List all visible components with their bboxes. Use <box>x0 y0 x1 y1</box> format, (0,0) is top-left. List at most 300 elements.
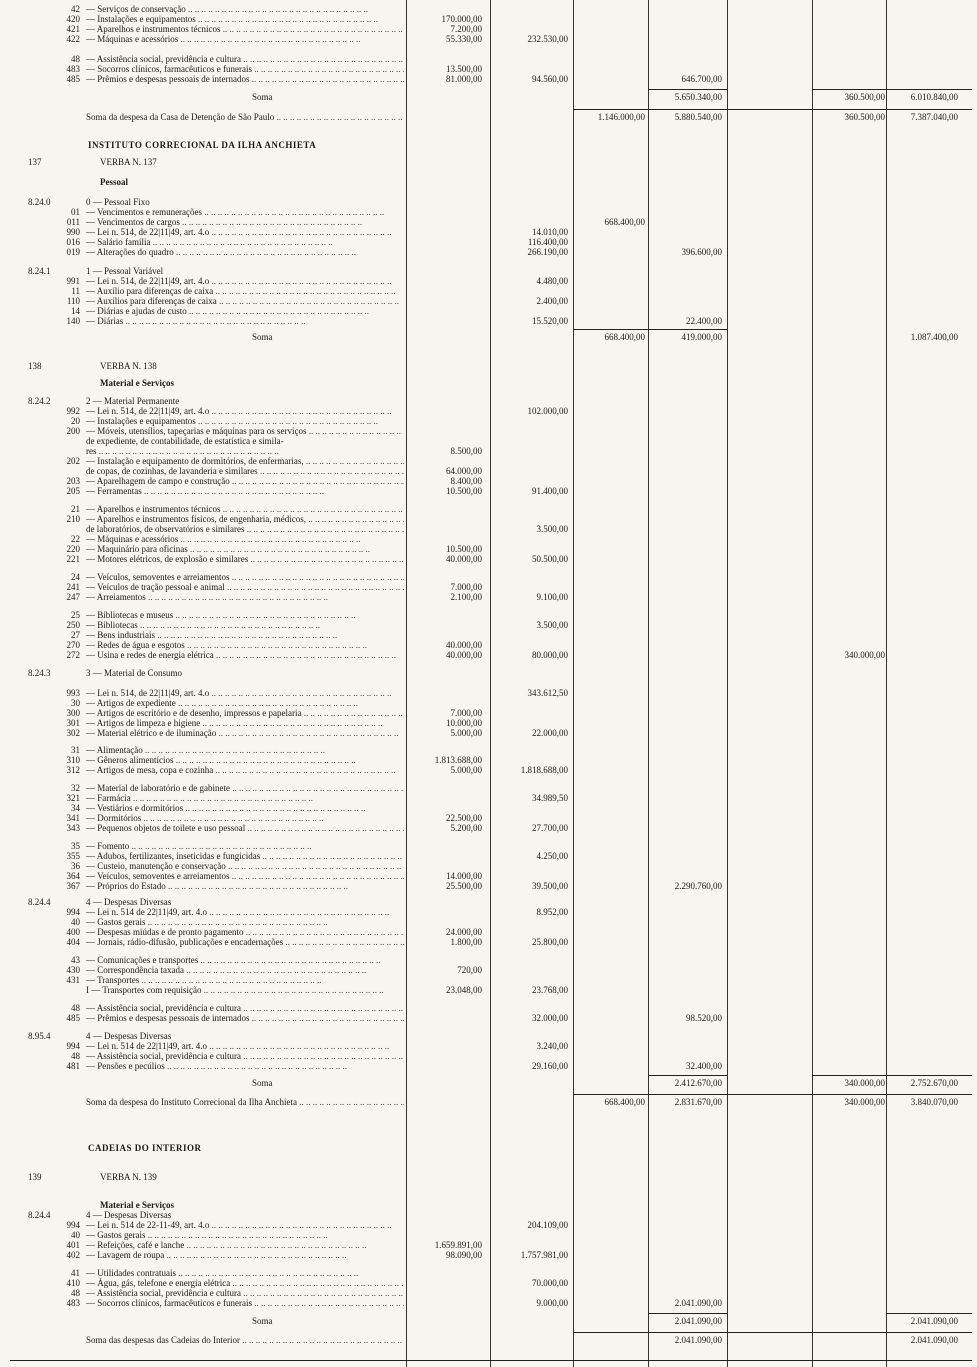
item-code: 40 <box>71 917 80 927</box>
heading: VERBA N. 137 <box>100 157 157 167</box>
item-code: 247 <box>66 592 80 602</box>
item-code: 210 <box>66 514 80 524</box>
item-code: 14 <box>71 306 80 316</box>
ledger-row <box>0 361 977 372</box>
amount-col-2: 3.240,00 <box>536 1041 568 1051</box>
item-description: — Usina e redes de energia elétrica .. .. <box>86 650 404 661</box>
item-description: — Lei n. 514, de 22|11|49, art. 4.o .. .. <box>86 688 404 699</box>
item-description: — Auxílio para diferenças de caixa .. .. <box>86 286 404 297</box>
item-code: 200 <box>66 426 80 436</box>
item-code: 990 <box>66 227 80 237</box>
item-code: 991 <box>66 276 80 286</box>
item-description: — Aparelhos e instrumentos físicos, de engenharia, médicos, .. .. <box>86 514 404 525</box>
ledger-row <box>0 1097 977 1108</box>
item-description: — Artigos de limpeza e higiene .. .. <box>86 718 404 729</box>
rule <box>573 1332 972 1333</box>
amount-col-4: 2.041.090,00 <box>674 1298 722 1308</box>
item-code: 202 <box>66 456 80 466</box>
amount-col-2: 14.010,00 <box>532 227 568 237</box>
amount-col-2: 4.480,00 <box>536 276 568 286</box>
soma-label: Soma <box>252 332 273 342</box>
item-description: — Veículos, semoventes e arreiamentos .. .. <box>86 871 404 882</box>
amount-col-4: 2.041.090,00 <box>674 1316 722 1326</box>
item-code: 321 <box>66 793 80 803</box>
item-code: 992 <box>66 406 80 416</box>
amount-col-2: 22.000,00 <box>532 728 568 738</box>
amount-col-2: 4.250,00 <box>536 851 568 861</box>
amount-col-5: 340.000,00 <box>844 1078 885 1088</box>
amount-col-2: 50.500,00 <box>532 554 568 564</box>
amount-col-1: 7.200,00 <box>450 24 482 34</box>
amount-col-1: 5.000,00 <box>450 765 482 775</box>
amount-col-4: 2.290.760,00 <box>674 881 722 891</box>
amount-col-2: 102.000,00 <box>527 406 568 416</box>
amount-col-4: 2.041.090,00 <box>674 1335 722 1345</box>
amount-col-1: 720,00 <box>457 965 482 975</box>
item-description: — Lei n. 514 de 22|11|49, art. 4.o .. .. <box>86 907 404 918</box>
ledger-row <box>0 140 977 151</box>
item-description: — Veículos, semoventes e arreiamentos .. .. <box>86 572 404 583</box>
item-description: — Artigos de mesa, copa e cozinha .. .. <box>86 765 404 776</box>
amount-col-1: 40.000,00 <box>446 554 482 564</box>
item-code: 40 <box>71 1230 80 1240</box>
item-code: 43 <box>71 955 80 965</box>
amount-col-1: 40.000,00 <box>446 640 482 650</box>
item-code: 36 <box>71 861 80 871</box>
item-description: — Ferramentas .. .. <box>86 486 404 497</box>
amount-col-2: 232.530,00 <box>527 34 568 44</box>
amount-col-6: 6.010.840,00 <box>910 92 958 102</box>
amount-col-1: 40.000,00 <box>446 650 482 660</box>
item-code: 21 <box>71 504 80 514</box>
ledger-row <box>0 34 977 45</box>
item-description: — Custeio, manutenção e conservação .. .. <box>86 861 404 872</box>
section-code: 8.24.0 <box>28 197 51 207</box>
item-description: — Instalação e equipamento de dormitórios, de enfermarias, .. .. <box>86 456 404 467</box>
item-code: 42 <box>71 4 80 14</box>
item-code: 110 <box>66 296 80 306</box>
item-description: — Socorros clínicos, farmacêuticos e funerais .. .. <box>86 64 404 75</box>
item-description: I — Transportes com requisição .. .. <box>86 985 404 996</box>
amount-col-1: 10.000,00 <box>446 718 482 728</box>
rule <box>573 1094 972 1095</box>
section-title: INSTITUTO CORRECIONAL DA ILHA ANCHIETA <box>88 140 317 150</box>
item-description: — Lei n. 514 de 22-11-49, art. 4.o .. .. <box>86 1220 404 1231</box>
item-code: 24 <box>71 572 80 582</box>
item-description: — Assistência social, previdência e cultura .. .. <box>86 1003 404 1014</box>
ledger-row <box>0 92 977 103</box>
item-code: 343 <box>66 823 80 833</box>
ledger-row <box>0 823 977 834</box>
item-description: — Pequenos objetos de toilete e uso pessoal .. .. <box>86 823 404 834</box>
amount-col-2: 25.800,00 <box>532 937 568 947</box>
amount-col-4: 32.400,00 <box>686 1061 722 1071</box>
item-code: 11 <box>71 286 80 296</box>
item-description: — Assistência social, previdência e cultura .. .. <box>86 54 404 65</box>
item-description: — Próprios do Estado .. .. <box>86 881 404 892</box>
section-code: 8.24.2 <box>28 396 51 406</box>
amount-col-4: 5.880.540,00 <box>674 112 722 122</box>
amount-col-1: 24.000,00 <box>446 927 482 937</box>
amount-col-4: 5.650.340,00 <box>674 92 722 102</box>
amount-col-4: 22.400,00 <box>686 316 722 326</box>
item-code: 48 <box>71 1051 80 1061</box>
ledger-row <box>0 650 977 661</box>
item-description: — Instalações e equipamentos .. .. <box>86 416 404 427</box>
item-description: 4 — Despesas Diversas <box>86 897 172 907</box>
item-description: — Gastos gerais .. .. <box>86 1230 404 1241</box>
amount-col-2: 2.400,00 <box>536 296 568 306</box>
amount-col-1: 5.000,00 <box>450 728 482 738</box>
item-code: 250 <box>66 620 80 630</box>
section-title: CADEIAS DO INTERIOR <box>88 1143 202 1153</box>
ledger-row <box>0 177 977 188</box>
item-description: 1 — Pessoal Variável <box>86 266 164 276</box>
ledger-row <box>0 378 977 389</box>
item-description: — Lei n. 514, de 22|11|49, art. 4.o .. .. <box>86 227 404 238</box>
ledger-row <box>0 1078 977 1089</box>
item-code: 994 <box>66 907 80 917</box>
item-description: — Bibliotecas .. .. <box>86 620 404 631</box>
ledger-row <box>0 1061 977 1072</box>
item-code: 25 <box>71 610 80 620</box>
heading: Pessoal <box>100 177 128 187</box>
soma-label: Soma <box>252 1078 273 1088</box>
item-description: — Máquinas e acessórios .. .. <box>86 34 404 45</box>
amount-col-3: 668.400,00 <box>604 1097 645 1107</box>
amount-col-2: 1.757.981,00 <box>520 1250 568 1260</box>
amount-col-6: 2.041.090,00 <box>910 1335 958 1345</box>
ledger-row <box>0 486 977 497</box>
item-description: — Refeições, café e lanche .. .. <box>86 1240 404 1251</box>
item-code: 400 <box>66 927 80 937</box>
item-code: 019 <box>66 247 80 257</box>
item-code: 355 <box>66 851 80 861</box>
item-description: — Farmácia .. .. <box>86 793 404 804</box>
ledger-row <box>0 157 977 168</box>
item-description: — Prêmios e despesas pessoais de internados .. .. <box>86 74 404 85</box>
ledger-row <box>0 1335 977 1346</box>
item-code: 410 <box>66 1278 80 1288</box>
item-code: 993 <box>66 688 80 698</box>
item-code: 48 <box>71 54 80 64</box>
bottom-rule <box>10 1360 972 1361</box>
item-description: — Lei n. 514 de 22|11|49, art. 4.o .. .. <box>86 1041 404 1052</box>
item-description: — Despesas miúdas e de pronto pagamento .. .. <box>86 927 404 938</box>
item-description: — Material de laboratório e de gabinete .. .. <box>86 783 404 794</box>
item-code: 205 <box>66 486 80 496</box>
item-code: 301 <box>66 718 80 728</box>
amount-col-4: 419.000,00 <box>681 332 722 342</box>
item-code: 310 <box>66 755 80 765</box>
ledger-row <box>0 332 977 343</box>
item-description: — Comunicações e transportes .. .. <box>86 955 404 966</box>
item-code: 220 <box>66 544 80 554</box>
item-code: 35 <box>71 841 80 851</box>
amount-col-3: 668.400,00 <box>604 332 645 342</box>
amount-col-1: 5.200,00 <box>450 823 482 833</box>
verba-number: 138 <box>28 361 42 371</box>
section-code: 8.95.4 <box>28 1031 51 1041</box>
item-code: 300 <box>66 708 80 718</box>
item-code: 367 <box>66 881 80 891</box>
item-description: — Diárias e ajudas de custo .. .. <box>86 306 404 317</box>
rule <box>648 1313 727 1314</box>
item-description: — Água, gás, telefone e energia elétrica .. .. <box>86 1278 404 1289</box>
item-code: 431 <box>66 975 80 985</box>
item-description: res .. .. <box>86 446 404 457</box>
item-description: — Lei n. 514, de 22|11|49, art. 4.o .. .. <box>86 406 404 417</box>
amount-col-3: 1.146.000,00 <box>597 112 645 122</box>
heading: Material e Serviços <box>100 1200 174 1210</box>
item-code: 203 <box>66 476 80 486</box>
item-description: — Móveis, utensílios, tapeçarias e máquinas para os serviços .. .. <box>86 426 404 437</box>
item-code: 32 <box>71 783 80 793</box>
section-code: 8.24.1 <box>28 266 51 276</box>
item-description: de expediente, de contabilidade, de estatística e simila- <box>86 436 284 446</box>
amount-col-2: 34.989,50 <box>532 793 568 803</box>
item-description: 3 — Material de Consumo <box>86 668 182 678</box>
amount-col-2: 29.160,00 <box>532 1061 568 1071</box>
ledger-row <box>0 74 977 85</box>
amount-col-1: 55.330,00 <box>446 34 482 44</box>
item-description: — Gastos gerais .. .. <box>86 917 404 928</box>
item-code: 483 <box>66 64 80 74</box>
ledger-row <box>0 247 977 258</box>
item-code: 140 <box>66 316 80 326</box>
rule <box>812 89 972 90</box>
item-description: — Pensões e pecúlios .. .. <box>86 1061 404 1072</box>
item-description: — Gêneros alimentícios .. .. <box>86 755 404 766</box>
amount-col-2: 32.000,00 <box>532 1013 568 1023</box>
item-code: 27 <box>71 630 80 640</box>
item-code: 994 <box>66 1220 80 1230</box>
item-code: 341 <box>66 813 80 823</box>
item-description: — Bens industriais .. .. <box>86 630 404 641</box>
item-description: 2 — Material Permanente <box>86 396 180 406</box>
amount-col-2: 94.560,00 <box>532 74 568 84</box>
amount-col-6: 3.840.070,00 <box>910 1097 958 1107</box>
amount-col-1: 14.000,00 <box>446 871 482 881</box>
section-code: 8.24.4 <box>28 897 51 907</box>
item-code: 48 <box>71 1288 80 1298</box>
amount-col-4: 396.600,00 <box>681 247 722 257</box>
item-code: 22 <box>71 534 80 544</box>
item-code: 48 <box>71 1003 80 1013</box>
amount-col-2: 266.190,00 <box>527 247 568 257</box>
amount-col-1: 10.500,00 <box>446 486 482 496</box>
item-description: — Assistência social, previdência e cultura .. .. <box>86 1288 404 1299</box>
item-description: — Dormitórios .. .. <box>86 813 404 824</box>
ledger-row <box>0 728 977 739</box>
amount-col-1: 81.000,00 <box>446 74 482 84</box>
amount-col-5: 340.000,00 <box>844 650 885 660</box>
ledger-row <box>0 592 977 603</box>
item-description: — Auxílios para diferenças de caixa .. .. <box>86 296 404 307</box>
amount-col-1: 25.500,00 <box>446 881 482 891</box>
amount-col-4: 98.520,00 <box>686 1013 722 1023</box>
item-code: 221 <box>66 554 80 564</box>
ledger-row <box>0 668 977 679</box>
rule <box>812 1075 972 1076</box>
item-code: 34 <box>71 803 80 813</box>
item-code: 312 <box>66 765 80 775</box>
amount-col-3: 668.400,00 <box>604 217 645 227</box>
amount-col-5: 360.500,00 <box>844 112 885 122</box>
item-description: — Utilidades contratuais .. .. <box>86 1268 404 1279</box>
amount-col-2: 204.109,00 <box>527 1220 568 1230</box>
item-code: 241 <box>66 582 80 592</box>
item-description: — Vencimentos e remunerações .. .. <box>86 207 404 218</box>
item-description: — Redes de água e esgotos .. .. <box>86 640 404 651</box>
amount-col-2: 23.768,00 <box>532 985 568 995</box>
item-code: 421 <box>66 24 80 34</box>
amount-col-1: 64.000,00 <box>446 466 482 476</box>
amount-col-4: 646.700,00 <box>681 74 722 84</box>
ledger-row <box>0 554 977 565</box>
item-description: — Socorros clínicos, farmacêuticos e funerais .. .. <box>86 1298 404 1309</box>
amount-col-1: 13.500,00 <box>446 64 482 74</box>
section-code: 8.24.3 <box>28 668 51 678</box>
item-description: — Alterações do quadro .. .. <box>86 247 404 258</box>
item-code: 272 <box>66 650 80 660</box>
item-code: 016 <box>66 237 80 247</box>
item-description: — Aparelhos e instrumentos técnicos .. .. <box>86 504 404 515</box>
amount-col-6: 2.752.670,00 <box>910 1078 958 1088</box>
item-code: 483 <box>66 1298 80 1308</box>
ledger-row <box>0 1172 977 1183</box>
rule <box>573 109 972 110</box>
item-code: 270 <box>66 640 80 650</box>
amount-col-1: 170.000,00 <box>441 14 482 24</box>
item-code: 422 <box>66 34 80 44</box>
item-description: 4 — Despesas Diversas <box>86 1210 172 1220</box>
amount-col-4: 2.412.670,00 <box>674 1078 722 1088</box>
item-description: 0 — Pessoal Fixo <box>86 197 150 207</box>
amount-col-1: 23.048,00 <box>446 985 482 995</box>
item-code: 302 <box>66 728 80 738</box>
soma-label: Soma <box>252 92 273 102</box>
item-description: — Aparelhagem de campo e construção .. .. <box>86 476 404 487</box>
item-description: — Vestiários e dormitórios .. .. <box>86 803 404 814</box>
amount-col-2: 91.400,00 <box>532 486 568 496</box>
item-code: 994 <box>66 1041 80 1051</box>
item-code: 485 <box>66 74 80 84</box>
item-description: — Jornais, rádio-difusão, publicações e encadernações .. .. <box>86 937 404 948</box>
rule <box>573 329 727 330</box>
amount-col-1: 7.000,00 <box>450 708 482 718</box>
item-description: — Prêmios e despesas pessoais de internados .. .. <box>86 1013 404 1024</box>
item-code: 401 <box>66 1240 80 1250</box>
item-code: 011 <box>66 217 80 227</box>
rule <box>648 1075 727 1076</box>
amount-col-2: 27.700,00 <box>532 823 568 833</box>
item-description: — Maquinário para oficinas .. .. <box>86 544 404 555</box>
amount-col-4: 2.831.670,00 <box>674 1097 722 1107</box>
ledger-row <box>0 765 977 776</box>
item-description: — Material elétrico e de iluminação .. .. <box>86 728 404 739</box>
amount-col-2: 116.400,00 <box>527 237 568 247</box>
amount-col-2: 39.500,00 <box>532 881 568 891</box>
heading: VERBA N. 139 <box>100 1172 157 1182</box>
amount-col-6: 1.087.400,00 <box>910 332 958 342</box>
amount-col-2: 3.500,00 <box>536 620 568 630</box>
amount-col-1: 8.500,00 <box>450 446 482 456</box>
amount-col-1: 1.813.688,00 <box>434 755 482 765</box>
item-description: — Máquinas e acessórios .. .. <box>86 534 404 545</box>
verba-number: 137 <box>28 157 42 167</box>
ledger-row <box>0 881 977 892</box>
item-description: — Lavagem de roupa .. .. <box>86 1250 404 1261</box>
amount-col-5: 360.500,00 <box>844 92 885 102</box>
amount-col-2: 70.000,00 <box>532 1278 568 1288</box>
amount-col-2: 8.952,00 <box>536 907 568 917</box>
ledger-row <box>0 316 977 327</box>
item-description: — Fomento .. .. <box>86 841 404 852</box>
item-description: — Bibliotecas e museus .. .. <box>86 610 404 621</box>
amount-col-1: 2.100,00 <box>450 592 482 602</box>
ledger-row <box>0 937 977 948</box>
amount-col-1: 8.400,00 <box>450 476 482 486</box>
item-description: — Artigos de expediente .. .. <box>86 698 404 709</box>
amount-col-1: 7.000,00 <box>450 582 482 592</box>
item-description: — Motores elétricos, de explosão e similares .. .. <box>86 554 404 565</box>
item-description: — Transportes .. .. <box>86 975 404 986</box>
item-description: — Arreiamentos .. .. <box>86 592 404 603</box>
heading: Material e Serviços <box>100 378 174 388</box>
item-description: — Adubos, fertilizantes, inseticidas e fungicidas .. .. <box>86 851 404 862</box>
item-description: de laboratórios, de observatórios e similares .. .. <box>86 524 404 535</box>
amount-col-6: 2.041.090,00 <box>910 1316 958 1326</box>
item-code: 20 <box>71 416 80 426</box>
section-code: 8.24.4 <box>28 1210 51 1220</box>
item-description: — Alimentação .. .. <box>86 745 404 756</box>
item-code: 404 <box>66 937 80 947</box>
heading: VERBA N. 138 <box>100 361 157 371</box>
item-code: 402 <box>66 1250 80 1260</box>
amount-col-5: 340.000,00 <box>844 1097 885 1107</box>
amount-col-2: 343.612,50 <box>527 688 568 698</box>
item-code: 485 <box>66 1013 80 1023</box>
amount-col-2: 9.000,00 <box>536 1298 568 1308</box>
item-description: de copas, de cozinhas, de lavanderia e similares .. .. <box>86 466 404 477</box>
soma-label: Soma <box>252 1316 273 1326</box>
item-description: — Correspondência taxada .. .. <box>86 965 404 976</box>
ledger-row <box>0 112 977 123</box>
rule <box>886 1313 972 1314</box>
item-description: — Serviços de conservação .. .. <box>86 4 404 15</box>
item-description: — Instalações e equipamentos .. .. <box>86 14 404 25</box>
item-description: — Diárias .. .. <box>86 316 404 327</box>
amount-col-2: 1.818.688,00 <box>520 765 568 775</box>
ledger-row <box>0 985 977 996</box>
item-code: 364 <box>66 871 80 881</box>
ledger-row <box>0 1250 977 1261</box>
ledger-row <box>0 1316 977 1327</box>
item-description: 4 — Despesas Diversas <box>86 1031 172 1041</box>
item-code: 430 <box>66 965 80 975</box>
item-description: Soma das despesas das Cadeias do Interior .. .. <box>86 1335 404 1346</box>
amount-col-1: 22.500,00 <box>446 813 482 823</box>
item-code: 420 <box>66 14 80 24</box>
amount-col-2: 15.520,00 <box>532 316 568 326</box>
item-description: — Assistência social, previdência e cultura .. .. <box>86 1051 404 1062</box>
rule <box>648 89 727 90</box>
amount-col-1: 1.659.891,00 <box>434 1240 482 1250</box>
item-code: 01 <box>71 207 80 217</box>
verba-number: 139 <box>28 1172 42 1182</box>
item-code: 481 <box>66 1061 80 1071</box>
